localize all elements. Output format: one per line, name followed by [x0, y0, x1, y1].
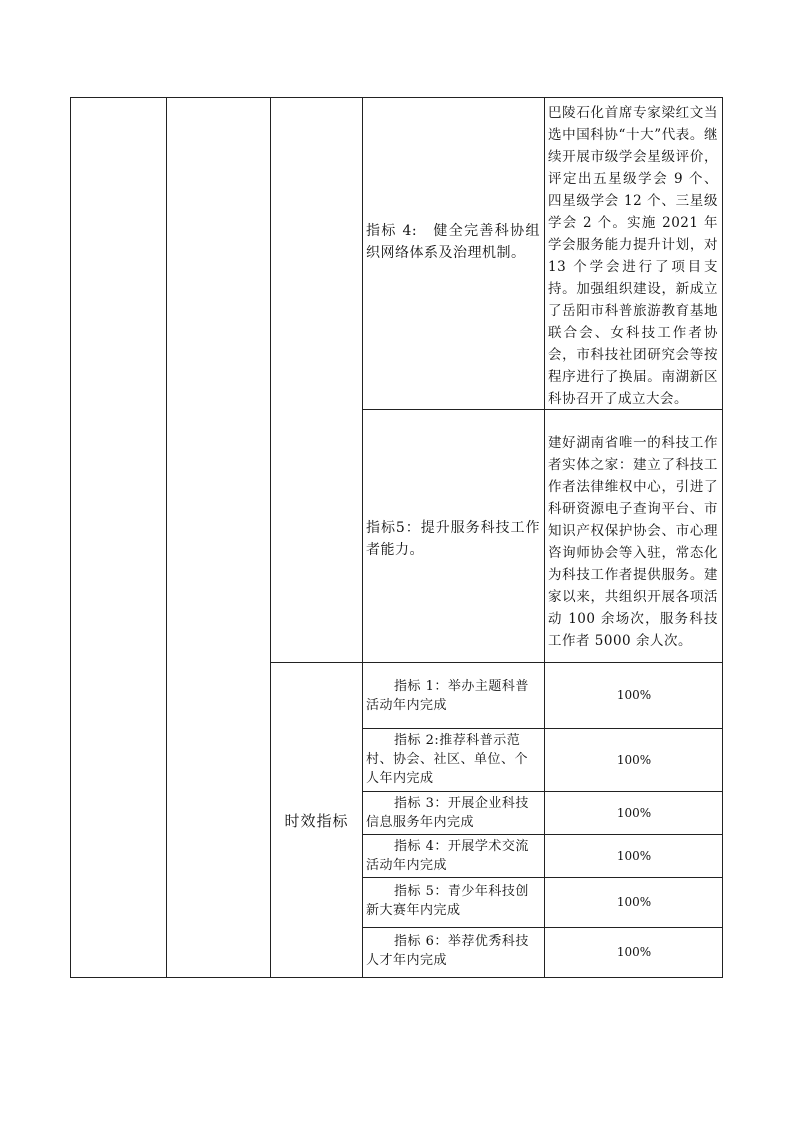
row-divider: [362, 834, 723, 835]
indicator-cell: [366, 731, 540, 788]
indicator-text: 指标 2:推荐科普示范村、协会、社区、单位、个人年内完成: [366, 733, 529, 786]
value-cell: 100%: [616, 849, 652, 863]
category-label: 时效指标: [284, 812, 349, 830]
indicator-cell: [366, 882, 540, 920]
indicator-text: 指标 1：举办主题科普活动年内完成: [366, 679, 529, 713]
table-top-border: [70, 97, 723, 98]
achievement-cell: 巴陵石化首席专家梁红文当选中国科协“十大”代表。继续开展市级学会星级评价，评定出五星级学会 9 个、四星级学会 12 个、三星级学会 2 个。实施 2021 年学会服务能力提升计划，对 13 个学会进行了项目支持。加强组织建设，新成立了岳阳市科普旅游教育基地联合会、女科技工作者协会，市科技社团研究会等按程序进行了换届。南湖新区科协召开了成立大会。: [548, 105, 718, 407]
row-divider: [362, 728, 723, 729]
indicator-cell: [366, 837, 540, 875]
column-divider-3: [362, 97, 363, 978]
indicator-cell: 指标5：提升服务科技工作者能力。: [366, 520, 540, 558]
achievement-cell: 建好湖南省唯一的科技工作者实体之家：建立了科技工作者法律维权中心，引进了科研资源电子查询平台、市知识产权保护协会、市心理咨询师协会等入驻，常态化为科技工作者提供服务。建家以来，共组织开展各项活动 100 余场次，服务科技工作者 5000 余人次。: [548, 435, 718, 649]
indicator-cell: [366, 677, 540, 715]
indicator-text: 指标 3：开展企业科技信息服务年内完成: [366, 796, 529, 830]
table-right-border: [722, 97, 723, 978]
indicator-text: 指标 6：举荐优秀科技人才年内完成: [366, 934, 529, 968]
value-cell: 100%: [616, 806, 652, 820]
column-divider-4: [544, 97, 545, 978]
value-cell: 100%: [616, 945, 652, 959]
value-cell: 100%: [616, 688, 652, 702]
row-divider-timeliness: [270, 662, 723, 663]
column-divider-2: [270, 97, 271, 978]
value-cell: 100%: [616, 753, 652, 767]
row-divider: [362, 877, 723, 878]
row-divider: [362, 791, 723, 792]
value-cell: 100%: [616, 895, 652, 909]
row-divider: [362, 927, 723, 928]
indicator-text: 指标 4：开展学术交流活动年内完成: [366, 839, 529, 873]
indicator-cell: [366, 794, 540, 832]
indicator-cell: [366, 932, 540, 970]
table-left-border: [70, 97, 71, 978]
indicator-cell: 指标 4: 健全完善科协组织网络体系及治理机制。: [366, 223, 540, 261]
table-bottom-border: [70, 977, 723, 978]
indicator-text: 指标 5：青少年科技创新大赛年内完成: [366, 884, 529, 918]
column-divider-1: [166, 97, 167, 978]
